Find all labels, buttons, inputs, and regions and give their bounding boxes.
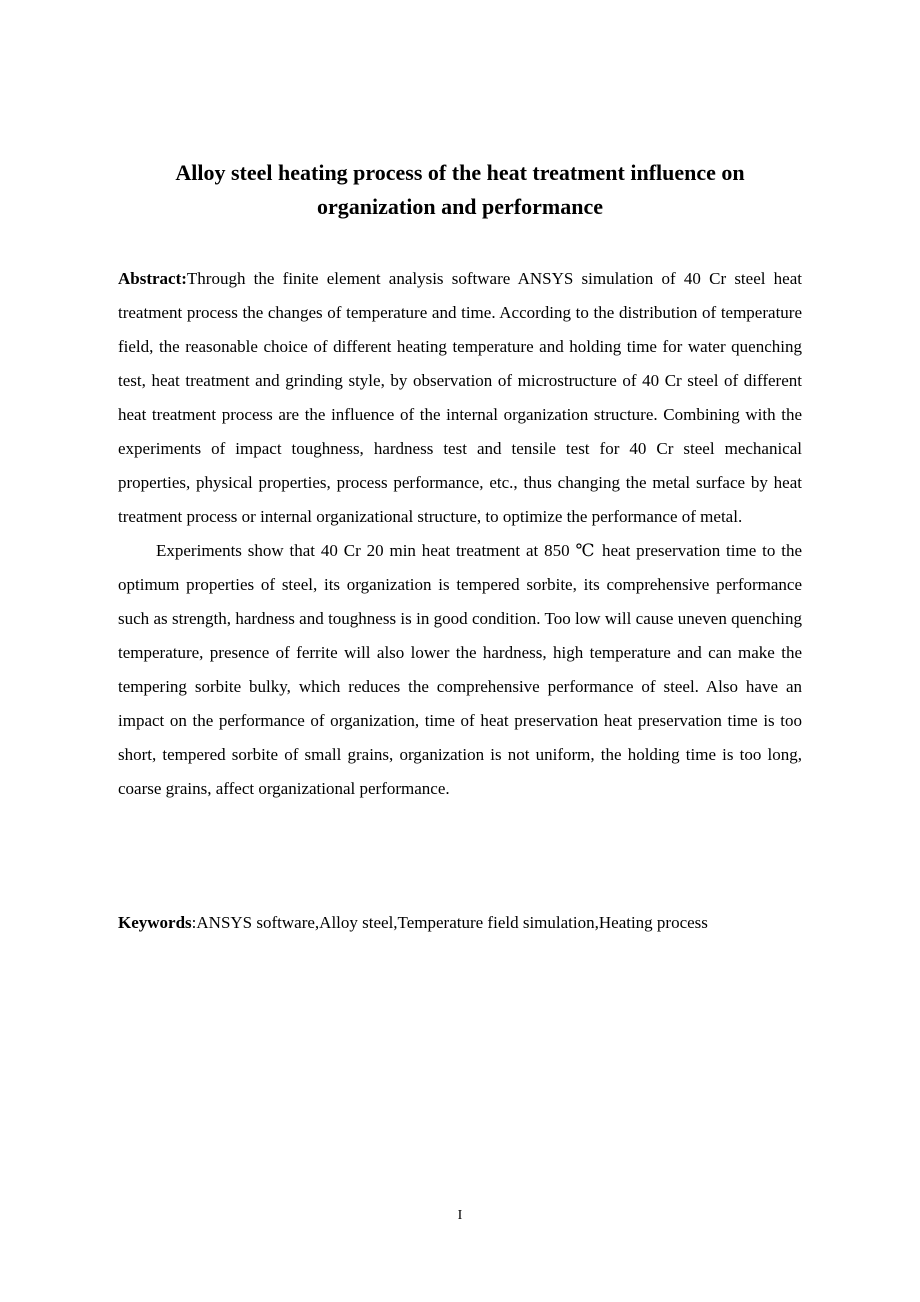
title-line-1: Alloy steel heating process of the heat treatment influence on — [175, 160, 745, 185]
abstract-text-2: Experiments show that 40 Cr 20 min heat treatment at 850 ℃ heat preservation time to the optimum properties of steel, its organization is tempered sorbite, its comprehensive performance such as strength, hardness and toughness is in good condition. Too low will cause uneven quenching temperature, presence of ferrite will also lower the hardness, high temperature and can make the tempering sorbite bulky, which reduces the comprehensive performance of steel. Also have an impact on the performance of organization, time of heat preservation heat preservation time is too short, tempered sorbite of small grains, organization is not uniform, the holding time is too long, coarse grains, affect organizational performance. — [118, 541, 802, 798]
abstract-paragraph-1 — [118, 262, 802, 534]
keywords-text: :ANSYS software,Alloy steel,Temperature field simulation,Heating process — [191, 913, 708, 932]
keywords-line — [118, 906, 802, 940]
title-line-2: organization and performance — [317, 194, 603, 219]
document-title — [118, 156, 802, 224]
keywords-label: Keywords — [118, 913, 192, 932]
abstract-paragraph-2 — [118, 534, 802, 806]
abstract-section — [118, 262, 802, 806]
page-number: I — [457, 1208, 463, 1223]
abstract-label: Abstract: — [118, 269, 187, 288]
abstract-text-1: Through the finite element analysis software ANSYS simulation of 40 Cr steel heat treatment process the changes of temperature and time. According to the distribution of temperature field, the reasonable choice of different heating temperature and holding time for water quenching test, heat treatment and grinding style, by observation of microstructure of 40 Cr steel of different heat treatment process are the influence of the internal organization structure. Combining with the experiments of impact toughness, hardness test and tensile test for 40 Cr steel mechanical properties, physical properties, process performance, etc., thus changing the metal surface by heat treatment process or internal organizational structure, to optimize the performance of metal. — [118, 269, 802, 526]
